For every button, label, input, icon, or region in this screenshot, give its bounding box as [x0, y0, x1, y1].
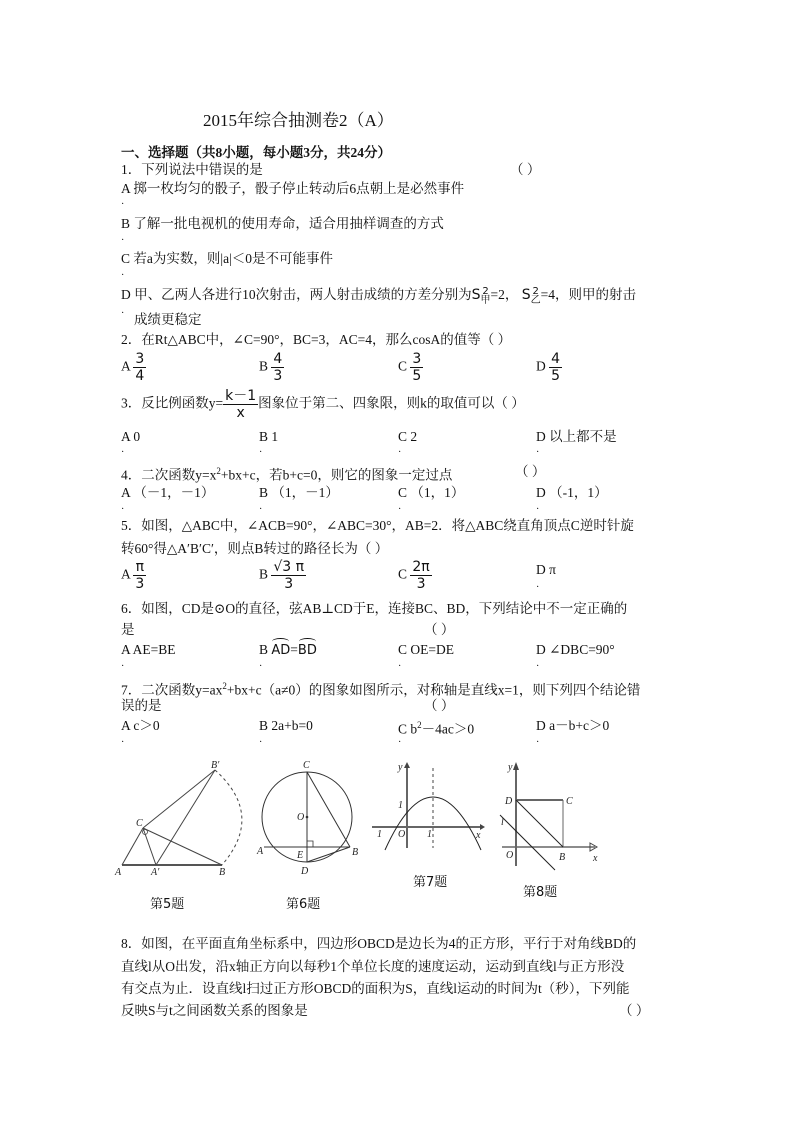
- point-label: D: [301, 866, 309, 877]
- option-dot: ·: [259, 447, 263, 458]
- question-stem: [121, 388, 525, 421]
- parabola-graph-figure: [370, 762, 485, 852]
- option-b[interactable]: [259, 559, 306, 592]
- option-label: C: [398, 358, 408, 374]
- subscript: 甲: [480, 294, 491, 306]
- option-c[interactable]: [398, 484, 464, 501]
- fraction: [410, 351, 423, 384]
- variance-symbol: S: [521, 287, 531, 303]
- option-dot: ·: [536, 447, 540, 458]
- option-text: 0: [133, 429, 141, 444]
- question-line: 直线l从O出发，沿x轴正方向以每秒1个单位长度的速度运动，运动到直线l与正方形没: [121, 959, 625, 974]
- variance-symbol: S: [471, 287, 481, 303]
- tick-label: 1: [398, 800, 403, 811]
- option-a[interactable]: [121, 559, 146, 592]
- option-c[interactable]: [398, 428, 417, 445]
- question-stem: 2．在Rt△ABC中，∠C=90°，BC=3，AC=4，那么cosA的值等（ ）: [121, 332, 512, 347]
- option-text: c＞0: [133, 718, 160, 733]
- stem-text: 图象位于第二、四象限，则k的取值可以（ ）: [258, 395, 525, 411]
- option-text: （1，1）: [410, 485, 465, 500]
- option-dot: ·: [259, 661, 263, 672]
- option-label: B: [259, 429, 269, 444]
- answer-parentheses: （ ）: [424, 698, 455, 713]
- point-label: D: [505, 796, 513, 807]
- arc-bd: BD: [298, 638, 317, 659]
- figure-caption: 第5题: [150, 897, 185, 912]
- option-text: （-1，1）: [549, 485, 608, 500]
- option-a[interactable]: [121, 428, 140, 445]
- option-dot: ·: [121, 235, 125, 246]
- fraction: [271, 559, 306, 592]
- answer-parentheses: （ ）: [515, 464, 546, 479]
- option-label: D: [121, 287, 131, 302]
- option-text: 2: [410, 429, 418, 444]
- option-text: －4ac＞0: [421, 721, 475, 737]
- point-label: E: [297, 850, 304, 861]
- numerator: π: [133, 559, 146, 576]
- option-label: C: [398, 485, 408, 500]
- option-c[interactable]: [398, 641, 454, 658]
- axis-label: y: [398, 762, 403, 773]
- option-label: D: [536, 358, 546, 374]
- denominator: 3: [284, 576, 294, 592]
- question-line: 反映S与t之间函数关系的图象是: [121, 1003, 308, 1018]
- option-dot: ·: [121, 270, 125, 281]
- option-c[interactable]: [398, 559, 432, 592]
- point-label: O: [297, 812, 305, 823]
- option-d[interactable]: [536, 484, 608, 501]
- question-stem-line-2: 是: [121, 622, 135, 637]
- section-heading: 一、选择题（共8小题，每小题3分，共24分）: [121, 145, 391, 160]
- origin-label: O: [506, 850, 514, 861]
- axis-label: x: [593, 853, 598, 864]
- document-title: 2015年综合抽测卷2（A）: [203, 111, 394, 130]
- option-label: D: [536, 718, 546, 733]
- option-d[interactable]: [536, 351, 562, 384]
- option-text: b: [410, 721, 418, 737]
- option-label: B: [121, 216, 131, 231]
- option-text: 了解一批电视机的使用寿命，适合用抽样调查的方式: [133, 216, 444, 231]
- option-d[interactable]: [536, 641, 615, 658]
- fraction: [549, 351, 562, 384]
- option-text: 掷一枚均匀的骰子，骰子停止转动后6点朝上是必然事件: [133, 181, 465, 196]
- option-dot: ·: [398, 504, 402, 515]
- point-label: B: [352, 847, 359, 858]
- fraction: [133, 351, 146, 384]
- option-dot: ·: [121, 504, 125, 515]
- denominator: x: [236, 405, 245, 421]
- denominator: 5: [551, 368, 561, 384]
- option-text-continued: 成绩更稳定: [134, 312, 202, 327]
- option-b[interactable]: [259, 717, 313, 734]
- figure-caption: 第6题: [286, 897, 321, 912]
- superscript: 2: [482, 285, 489, 297]
- option-a[interactable]: [121, 351, 146, 384]
- option-label: A: [121, 485, 131, 500]
- option-dot: ·: [398, 737, 402, 748]
- option-label: C: [121, 251, 131, 266]
- option-text: 若a为实数，则|a|＜0是不可能事件: [133, 251, 334, 266]
- option-label: D: [536, 642, 546, 657]
- stem-text: +bx+c，若b+c=0，则它的图象一定过点: [220, 467, 453, 483]
- option-dot: ·: [398, 447, 402, 458]
- option-a[interactable]: [121, 641, 176, 658]
- numerator: 2π: [412, 559, 430, 575]
- superscript: 2: [417, 720, 422, 730]
- line-label: l: [501, 817, 504, 828]
- option-text: AE=BE: [132, 642, 176, 657]
- option-text: π: [549, 562, 556, 577]
- option-text: 以上都不是: [549, 429, 617, 444]
- option-d[interactable]: [121, 286, 636, 305]
- option-dot: ·: [121, 447, 125, 458]
- option-label: B: [259, 566, 269, 582]
- question-stem: [121, 463, 452, 484]
- option-dot: ·: [121, 308, 125, 319]
- option-a[interactable]: [121, 180, 464, 197]
- fraction: [271, 351, 284, 384]
- option-text: 2a+b=0: [271, 718, 313, 733]
- option-text: OE=DE: [410, 642, 454, 657]
- option-text: （－1，－1）: [133, 485, 215, 500]
- superscript: 2: [532, 285, 539, 297]
- answer-parentheses: （ ）: [510, 162, 541, 177]
- option-c[interactable]: [398, 351, 423, 384]
- numerator: √3 π: [273, 559, 305, 575]
- point-label: A: [115, 867, 122, 878]
- superscript: 2: [216, 466, 221, 476]
- point-label: A: [257, 846, 264, 857]
- stem-text: 3．反比例函数: [121, 395, 209, 411]
- axis-label: x: [476, 830, 481, 841]
- numerator: 4: [273, 351, 283, 367]
- numerator: 3: [412, 351, 422, 367]
- option-label: D: [536, 562, 546, 577]
- option-label: D: [536, 485, 546, 500]
- denominator: 3: [273, 368, 283, 384]
- option-dot: ·: [536, 504, 540, 515]
- option-a[interactable]: [121, 484, 214, 501]
- option-label: B: [259, 358, 269, 374]
- option-text: a－b+c＞0: [549, 718, 610, 733]
- option-a[interactable]: [121, 717, 160, 734]
- option-label: A: [121, 429, 131, 444]
- figure-caption: 第8题: [523, 885, 558, 900]
- question-line: 8．如图，在平面直角坐标系中，四边形OBCD是边长为4的正方形，平行于对角线BD的: [121, 936, 637, 951]
- option-b[interactable]: [259, 484, 339, 501]
- point-label: B: [559, 852, 566, 863]
- axis-label: y: [508, 762, 513, 773]
- answer-parentheses: （ ）: [619, 1003, 650, 1018]
- fraction: [410, 559, 431, 592]
- tick-label: 1: [427, 829, 432, 840]
- option-label: C: [398, 642, 408, 657]
- option-label: A: [121, 718, 131, 733]
- point-label: C: [566, 796, 573, 807]
- stem-text: 7．二次函数y=ax: [121, 682, 223, 698]
- denominator: 3: [416, 576, 426, 592]
- point-label: C: [303, 760, 310, 771]
- question-stem-line-1: 6．如图，CD是⊙O的直径，弦AB⊥CD于E，连接BC、BD，下列结论中不一定正确的: [121, 601, 628, 616]
- option-text: 1: [271, 429, 279, 444]
- point-label: A′: [151, 867, 160, 878]
- superscript: 2: [222, 681, 227, 691]
- arc-ad: AD: [271, 638, 290, 659]
- option-label: A: [121, 358, 131, 374]
- option-dot: ·: [536, 582, 540, 593]
- option-dot: ·: [121, 199, 125, 210]
- subscript: 乙: [530, 294, 541, 306]
- equals: =: [290, 642, 298, 657]
- question-stem-line-1: 5．如图，△ABC中，∠ACB=90°，∠ABC=30°，AB=2．将△ABC绕直角顶点C逆时针旋: [121, 518, 634, 533]
- option-d[interactable]: [536, 717, 609, 734]
- figure-caption: 第7题: [413, 875, 448, 890]
- question-stem-line-2: 误的是: [121, 698, 162, 713]
- option-text: （1，－1）: [271, 485, 339, 500]
- option-dot: ·: [259, 504, 263, 515]
- option-dot: ·: [398, 661, 402, 672]
- option-b[interactable]: [259, 351, 284, 384]
- option-label: A: [121, 181, 131, 196]
- option-label: A: [121, 566, 131, 582]
- stem-text: 4．二次函数y=x: [121, 467, 217, 483]
- variance-value: =4，则甲的射击: [540, 287, 637, 302]
- denominator: 4: [135, 368, 145, 384]
- formula-lhs: y=: [208, 395, 224, 411]
- numerator: 4: [551, 351, 561, 367]
- answer-parentheses: （ ）: [424, 622, 455, 637]
- point-label: C: [136, 818, 143, 829]
- option-label: C: [398, 721, 408, 737]
- denominator: 5: [412, 368, 422, 384]
- option-dot: ·: [536, 737, 540, 748]
- option-d[interactable]: [536, 428, 617, 445]
- option-c[interactable]: [398, 717, 474, 738]
- option-label: B: [259, 642, 269, 657]
- stem-text: +bx+c（a≠0）的图象如图所示，对称轴是直线x=1，则下列四个结论错: [226, 682, 641, 698]
- formula-fraction: [223, 388, 258, 421]
- option-label: B: [259, 718, 269, 733]
- option-b[interactable]: [121, 215, 444, 232]
- tick-label: 1: [377, 829, 382, 840]
- numerator: k－1: [225, 388, 257, 404]
- question-stem: 1．下列说法中错误的是: [121, 162, 263, 177]
- option-label: A: [121, 642, 131, 657]
- option-b[interactable]: [259, 428, 278, 445]
- point-label: B: [219, 867, 226, 878]
- option-b[interactable]: [259, 638, 317, 659]
- origin-label: O: [398, 829, 406, 840]
- variance-value: =2，: [490, 287, 519, 302]
- square-coordinate-figure: [500, 762, 600, 862]
- option-label: B: [259, 485, 269, 500]
- option-label: C: [398, 429, 408, 444]
- question-stem-line-1: [121, 678, 640, 699]
- fraction: [133, 559, 146, 592]
- option-text: 甲、乙两人各进行10次射击，两人射击成绩的方差分别为: [134, 287, 472, 302]
- option-dot: ·: [121, 661, 125, 672]
- numerator: 3: [135, 351, 145, 367]
- option-label: D: [536, 429, 546, 444]
- point-label: B′: [211, 760, 220, 771]
- option-dot: ·: [536, 661, 540, 672]
- question-line: 有交点为止．设直线l扫过正方形OBCD的面积为S，直线l运动的时间为t（秒），下列能: [121, 981, 630, 996]
- option-label: C: [398, 566, 408, 582]
- option-dot: ·: [259, 737, 263, 748]
- circle-chord-figure: [255, 760, 365, 880]
- option-dot: ·: [121, 737, 125, 748]
- denominator: 3: [135, 576, 145, 592]
- option-c[interactable]: [121, 250, 333, 267]
- option-d[interactable]: [536, 561, 556, 578]
- question-stem-line-2: 转60°得△A′B′C′，则点B转过的路径长为（ ）: [121, 541, 389, 556]
- rotation-triangle-figure: [115, 760, 250, 878]
- option-text: ∠DBC=90°: [549, 642, 615, 657]
